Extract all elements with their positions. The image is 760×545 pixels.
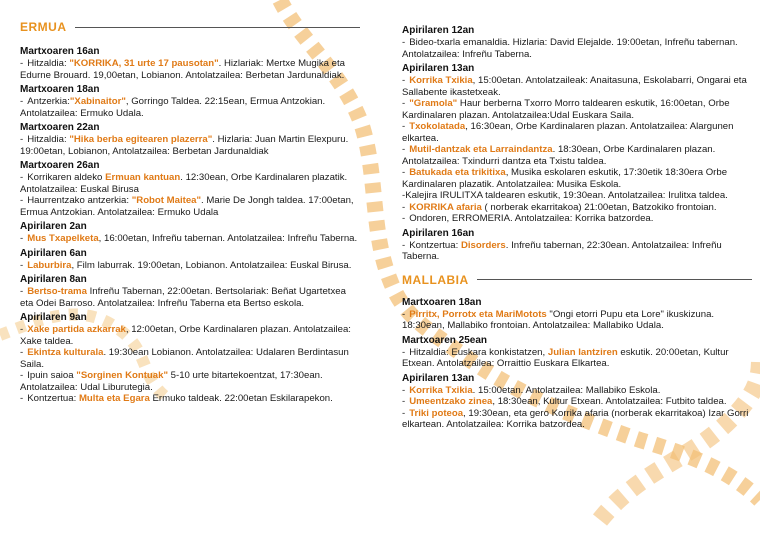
event-entry — [402, 190, 752, 202]
left-column — [20, 0, 360, 405]
event-entry — [20, 370, 360, 393]
entry-dash: - — [20, 172, 24, 183]
entry-text: , Musika eskolaren eskutik, 17:30etik 18:30era Orbe Kardinalaren plazatik. Antolatzailea: Musika Eskola. — [402, 167, 728, 190]
event-title-highlight: Korrika Txikia — [409, 384, 473, 396]
entry-dash: - — [20, 96, 24, 107]
event-entry — [402, 98, 752, 121]
entry-dash: - — [20, 324, 24, 335]
entry-dash: - — [402, 407, 406, 419]
event-title-highlight: Umeentzako zinea — [409, 396, 493, 407]
entry-dash: - — [20, 58, 24, 69]
entry-dash: - — [402, 308, 406, 320]
entry-dash: - — [402, 75, 406, 86]
entry-dash: - — [402, 384, 406, 396]
event-entry — [402, 408, 752, 431]
section-header-mallabia — [402, 273, 752, 287]
event-entry — [402, 347, 752, 370]
entry-dash: - — [402, 167, 406, 178]
event-title-highlight: "Gramola" — [409, 98, 458, 109]
event-entry — [402, 37, 752, 60]
right-column — [402, 0, 752, 431]
event-title-highlight: Txokolatada — [409, 121, 466, 132]
entry-text: . 19:30ean Lobianon. Antolatzailea: Udalaren Berdintasun Saila. — [20, 347, 349, 370]
entry-text: Haur berberna Txorro Morro taldearen eskutik, 16:00etan, Orbe Kardinalaren plazan. Antolatzailea:Udal Euskara Saila. — [402, 98, 730, 121]
entry-text: , 18:30ean, Kultur Etxean. Antolatzailea: Futbito taldea. — [492, 396, 727, 407]
section-title: ERMUA — [20, 20, 67, 34]
event-title-highlight: KORRIKA afaria — [409, 201, 482, 213]
event-title-highlight: Ermuan kantuan — [105, 172, 181, 183]
entry-dash: - — [20, 347, 24, 358]
entry-text: . Marie De Jongh taldea. 17:00etan, Ermua Antzokian. Antolatzailea: Ermuko Udala — [20, 195, 354, 218]
entry-dash: - — [402, 396, 406, 407]
event-entry — [402, 75, 752, 98]
event-title-highlight: Pirritx, Porrotx eta MariMotots — [409, 308, 547, 320]
event-block — [20, 274, 360, 309]
entry-text: . Hizlariak: Mertxe Mugika eta Edurne Brouard. 19,00etan, Lobianon. Antolatzailea: Berbetan Jardunaldiak. — [20, 58, 345, 81]
event-block — [20, 46, 360, 81]
entry-dash: - — [402, 98, 406, 109]
event-date: Martxoaren 18an — [402, 296, 482, 308]
event-title-highlight: Xake partida azkarrak — [27, 324, 126, 335]
event-entry — [402, 385, 752, 397]
section-divider — [75, 27, 361, 28]
event-title-highlight: "KORRIKA, 31 urte 17 pausotan" — [69, 58, 219, 69]
entry-text: , 15:00etan. Antolatzaileak: Anaitasuna, Eskolabarri, Ongarai eta Sallabente ikastetxeak. — [402, 75, 747, 98]
entry-text: Infreñu Tabernan, 22:00etan. Bertsolariak: Beñat Ugartetxea eta Odei Barroso. Antolatzailea: Infreñu Taberna eta Bertso eskola. — [20, 286, 346, 309]
event-entry — [20, 58, 360, 81]
event-entry — [402, 121, 752, 144]
entry-dash: - — [402, 144, 406, 155]
entry-text: Hitzaldia: — [27, 58, 70, 69]
event-entry — [20, 347, 360, 370]
entry-text: Kontzertua: — [27, 393, 79, 404]
event-date: Martxoaren 26an — [20, 160, 100, 171]
event-title-highlight: "Robot Maitea" — [131, 195, 202, 206]
event-title-highlight: Mutil-dantzak eta Larraindantza — [409, 144, 553, 155]
entry-dash: - — [20, 233, 24, 244]
event-title-highlight: Bertso-trama — [27, 286, 87, 297]
mallabia-events-list — [402, 297, 752, 431]
event-entry — [402, 396, 752, 408]
event-block — [20, 122, 360, 157]
entry-text: , 16:00etan, Infreñu tabernan. Antolatzailea: Infreñu Taberna. — [98, 233, 358, 244]
entry-text: "Ongi etorri Pupu eta Lore" ikuskizuna. 18:30ean, Mallabiko frontoian. Antolatzailea: Mallabiko Udala. — [402, 308, 715, 331]
event-date: Apirilaren 9an — [20, 312, 87, 323]
entry-text: Ermuko taldeak. 22:00etan Eskilarapekon. — [149, 393, 333, 404]
event-date: Martxoaren 18an — [20, 84, 100, 95]
event-block — [402, 25, 752, 60]
event-block — [402, 63, 752, 225]
event-date: Apirilaren 16an — [402, 227, 475, 239]
event-entry — [402, 167, 752, 190]
entry-text: , Film laburrak. 19:00etan, Lobianon. Antolatzailea: Euskal Birusa. — [71, 259, 352, 271]
event-block — [402, 228, 752, 263]
entry-dash: - — [402, 121, 406, 132]
entry-text: 5-10 urte bitartekoentzat, 17:30ean. Antolatzailea: Udal Liburutegia. — [20, 370, 323, 393]
event-entry — [20, 260, 360, 272]
entry-text: . 18:30ean, Orbe Kardinalaren plazan. Antolatzailea: Txindurri dantza eta Txistu taldea. — [402, 144, 716, 167]
event-date: Martxoaren 16an — [20, 46, 100, 57]
entry-dash: - — [402, 346, 406, 358]
entry-text: -Kalejira IRULITXA taldearen eskutik, 19:30ean. Antolatzailea: Irulitxa taldea. — [402, 190, 728, 201]
event-entry — [20, 324, 360, 347]
event-block — [20, 248, 360, 272]
entry-text: , Gorringo Taldea. 22:15ean, Ermua Antzokian. Antolatzailea: Ermuko Udala. — [20, 96, 326, 119]
event-date: Apirilaren 2an — [20, 221, 87, 232]
entry-text: . 15:00etan. Antolatzailea: Mallabiko Eskola. — [472, 384, 661, 396]
entry-text: . Hizlaria: Juan Martin Elexpuru. 19:00etan, Lobianon, Antolatzailea: Berbetan Jardunaldiak — [20, 134, 349, 157]
event-entry — [20, 96, 360, 119]
event-title-highlight: Laburbira — [27, 259, 72, 271]
entry-text: Korrikaren aldeko — [27, 172, 106, 183]
event-block — [402, 373, 752, 431]
event-block — [20, 312, 360, 405]
entry-dash: - — [20, 134, 24, 145]
entry-text: Ondoren, ERROMERIA. Antolatzailea: Korrika batzordea. — [409, 213, 654, 224]
event-date: Apirilaren 8an — [20, 274, 87, 285]
entry-dash: - — [20, 393, 24, 404]
ermua-events-list — [20, 46, 360, 405]
entry-text: Haurrentzako antzerkia: — [27, 195, 132, 206]
event-block — [402, 297, 752, 332]
event-entry — [20, 286, 360, 309]
event-title-highlight: Batukada eta trikitixa — [409, 167, 506, 178]
entry-dash: - — [402, 37, 406, 48]
entry-dash: - — [20, 195, 24, 206]
section-divider — [477, 279, 752, 280]
event-date: Martxoaren 25ean — [402, 334, 488, 346]
event-date: Martxoaren 22an — [20, 122, 100, 133]
section-title: MALLABIA — [402, 272, 469, 287]
event-entry — [20, 134, 360, 157]
event-title-highlight: Triki poteoa — [409, 407, 464, 419]
entry-dash: - — [20, 259, 24, 271]
event-date: Apirilaren 12an — [402, 25, 475, 36]
event-block — [20, 160, 360, 218]
event-entry — [20, 195, 360, 218]
entry-text: . 12:30ean, Orbe Kardinalaren plazatik. Antolatzailea: Euskal Birusa — [20, 172, 348, 195]
event-block — [20, 221, 360, 245]
entry-text: Hitzaldia: Euskara konkistatzen, — [409, 346, 548, 358]
event-entry — [402, 202, 752, 214]
entry-dash: - — [20, 286, 24, 297]
entry-text: . Infreñu tabernan, 22:30ean. Antolatzailea: Infreñu Taberna. — [402, 239, 722, 262]
ermua-events-list-continued — [402, 25, 752, 263]
event-entry — [402, 144, 752, 167]
event-entry — [20, 233, 360, 245]
event-title-highlight: Mus Txapelketa — [27, 233, 99, 244]
entry-dash: - — [402, 239, 406, 251]
entry-text: , 16:30ean, Orbe Kardinalaren plazan. Antolatzailea: Alargunen elkartea. — [402, 121, 734, 144]
event-title-highlight: Korrika Txikia — [409, 75, 473, 86]
entry-text: ( norberak ekarritakoa) 21:00etan, Batzokiko frontoian. — [481, 201, 717, 213]
event-title-highlight: "Xabinaitor" — [69, 96, 126, 107]
event-title-highlight: "Sorginen Kontuak" — [76, 370, 168, 381]
event-entry — [20, 172, 360, 195]
event-block — [402, 335, 752, 370]
entry-text: Ipuin saioa — [27, 370, 77, 381]
entry-dash: - — [402, 201, 406, 213]
event-title-highlight: "Hika berba egitearen plazerra" — [69, 134, 213, 145]
entry-text: Antzerkia: — [27, 96, 70, 107]
entry-text: Bideo-txarla emanaldia. Hizlaria: David Elejalde. 19:00etan, Infreñu tabernan. Antolatzailea: Infreñu Taberna. — [402, 37, 738, 60]
event-entry — [20, 393, 360, 405]
section-header-ermua — [20, 20, 360, 34]
entry-dash: - — [402, 213, 406, 224]
event-entry — [402, 240, 752, 263]
event-block — [20, 84, 360, 119]
entry-text: , 12:00etan, Orbe Kardinalaren plazan. Antolatzailea: Xake taldea. — [20, 324, 351, 347]
event-date: Apirilaren 13an — [402, 372, 475, 384]
entry-text: Hitzaldia: — [27, 134, 70, 145]
event-date: Apirilaren 6an — [20, 247, 87, 259]
event-title-highlight: Julian Iantziren — [547, 346, 618, 358]
event-title-highlight: Disorders — [460, 239, 506, 251]
entry-text: , 19:30ean, eta gero Korrika afaria (norberak ekarritakoa) Izar Gorri elkartean. Antolatzailea: Korrika batzordea. — [402, 407, 749, 430]
entry-dash: - — [20, 370, 24, 381]
event-title-highlight: Multa eta Egara — [78, 393, 150, 404]
event-entry — [402, 309, 752, 332]
event-entry — [402, 213, 752, 225]
event-date: Apirilaren 13an — [402, 63, 475, 74]
event-title-highlight: Ekintza kulturala — [27, 347, 104, 358]
entry-text: eskutik. 20:00etan, Kultur Etxean. Antolatzailea: Orraittio Euskara Elkartea. — [402, 346, 729, 369]
entry-text: Kontzertua: — [409, 239, 461, 251]
